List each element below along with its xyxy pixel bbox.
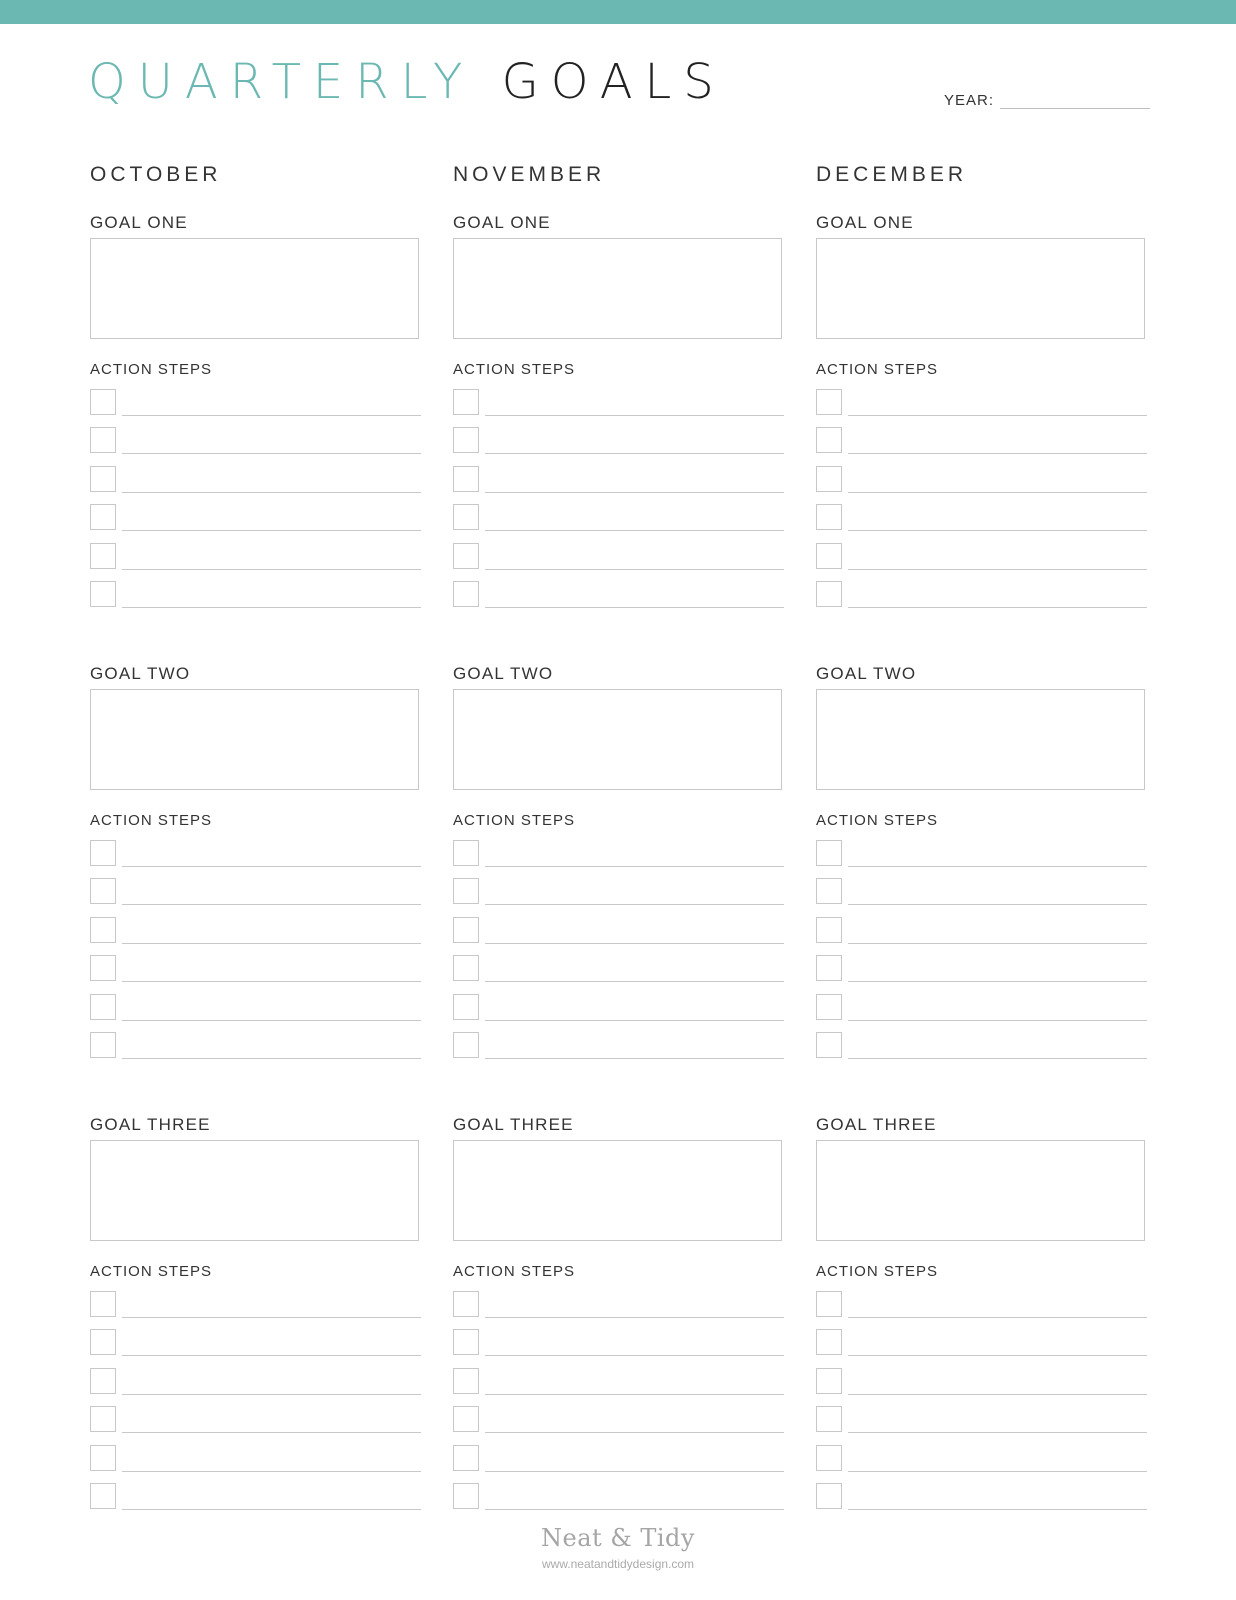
action-step-line[interactable] xyxy=(122,1058,421,1059)
action-steps-list xyxy=(453,838,784,1068)
action-step-row xyxy=(453,1443,784,1481)
action-step-row xyxy=(90,579,421,617)
goal-section xyxy=(816,664,1146,829)
action-step-checkbox[interactable] xyxy=(90,878,116,904)
action-step-row xyxy=(816,1481,1147,1519)
action-step-line[interactable] xyxy=(848,981,1147,982)
action-step-line[interactable] xyxy=(485,866,784,867)
action-step-row xyxy=(453,579,784,617)
goal-label: GOAL THREE xyxy=(453,1115,574,1134)
action-step-line[interactable] xyxy=(122,415,421,416)
action-step-row xyxy=(90,1289,421,1327)
action-step-checkbox[interactable] xyxy=(453,1329,479,1355)
action-step-checkbox[interactable] xyxy=(453,581,479,607)
action-steps-label: ACTION STEPS xyxy=(90,1263,213,1280)
action-step-row xyxy=(90,1443,421,1481)
month-heading: DECEMBER xyxy=(816,163,968,186)
action-step-line[interactable] xyxy=(122,1509,421,1510)
action-step-row xyxy=(90,425,421,463)
brand-logo: Neat & Tidy xyxy=(541,1524,695,1552)
action-step-line[interactable] xyxy=(485,1355,784,1356)
action-steps-label: ACTION STEPS xyxy=(90,361,213,378)
action-step-row xyxy=(90,541,421,579)
action-step-row xyxy=(453,502,784,540)
action-step-line[interactable] xyxy=(122,607,421,608)
action-step-line[interactable] xyxy=(848,1317,1147,1318)
action-step-checkbox[interactable] xyxy=(90,840,116,866)
action-step-line[interactable] xyxy=(485,530,784,531)
title-goals: GOALS xyxy=(501,54,726,110)
action-steps-list xyxy=(453,387,784,617)
goal-label: GOAL TWO xyxy=(90,664,191,683)
action-step-checkbox[interactable] xyxy=(90,1445,116,1471)
action-steps-list xyxy=(453,1289,784,1519)
action-step-line[interactable] xyxy=(485,1509,784,1510)
goal-text-box[interactable] xyxy=(453,1140,782,1241)
action-step-line[interactable] xyxy=(485,1317,784,1318)
action-step-checkbox[interactable] xyxy=(816,504,842,530)
action-step-row xyxy=(453,464,784,502)
action-step-row xyxy=(453,425,784,463)
action-step-line[interactable] xyxy=(485,607,784,608)
goal-section xyxy=(90,213,420,378)
goal-section xyxy=(816,213,1146,378)
month-column xyxy=(453,163,783,1280)
action-steps-list xyxy=(90,838,421,1068)
action-step-line[interactable] xyxy=(848,866,1147,867)
action-step-row xyxy=(816,953,1147,991)
action-step-checkbox[interactable] xyxy=(453,427,479,453)
month-column xyxy=(90,163,420,1280)
action-step-checkbox[interactable] xyxy=(90,1329,116,1355)
action-step-row xyxy=(453,541,784,579)
action-step-row xyxy=(816,464,1147,502)
action-step-row xyxy=(453,1327,784,1365)
action-step-row xyxy=(90,915,421,953)
action-step-row xyxy=(816,876,1147,914)
action-step-checkbox[interactable] xyxy=(453,1483,479,1509)
action-steps-label: ACTION STEPS xyxy=(90,812,213,829)
action-step-checkbox[interactable] xyxy=(453,1032,479,1058)
action-step-line[interactable] xyxy=(848,1058,1147,1059)
action-step-checkbox[interactable] xyxy=(816,840,842,866)
action-step-line[interactable] xyxy=(848,1355,1147,1356)
goal-label: GOAL ONE xyxy=(453,213,551,232)
goal-text-box[interactable] xyxy=(816,238,1145,339)
action-step-line[interactable] xyxy=(848,1020,1147,1021)
action-step-line[interactable] xyxy=(122,1020,421,1021)
action-step-checkbox[interactable] xyxy=(90,543,116,569)
action-step-row xyxy=(453,1366,784,1404)
action-step-row xyxy=(816,1366,1147,1404)
goal-label: GOAL TWO xyxy=(453,664,554,683)
action-step-line[interactable] xyxy=(485,1432,784,1433)
action-step-row xyxy=(816,1289,1147,1327)
action-step-line[interactable] xyxy=(485,1020,784,1021)
action-step-line[interactable] xyxy=(122,530,421,531)
action-step-line[interactable] xyxy=(122,569,421,570)
action-step-checkbox[interactable] xyxy=(453,543,479,569)
year-label: YEAR: xyxy=(944,92,995,109)
action-step-checkbox[interactable] xyxy=(453,1368,479,1394)
goal-text-box[interactable] xyxy=(90,1140,419,1241)
action-step-row xyxy=(816,838,1147,876)
action-step-line[interactable] xyxy=(848,415,1147,416)
action-step-line[interactable] xyxy=(122,1394,421,1395)
action-step-row xyxy=(816,425,1147,463)
year-field xyxy=(944,92,1150,109)
action-step-checkbox[interactable] xyxy=(453,389,479,415)
goal-text-box[interactable] xyxy=(453,689,782,790)
action-step-checkbox[interactable] xyxy=(816,1483,842,1509)
action-step-checkbox[interactable] xyxy=(90,427,116,453)
action-step-row xyxy=(90,387,421,425)
action-step-row xyxy=(816,541,1147,579)
action-step-line[interactable] xyxy=(122,1355,421,1356)
action-step-checkbox[interactable] xyxy=(453,504,479,530)
action-step-row xyxy=(90,876,421,914)
title-quarterly: QUARTERLY xyxy=(88,54,475,110)
action-step-line[interactable] xyxy=(848,904,1147,905)
action-step-line[interactable] xyxy=(122,453,421,454)
action-steps-label: ACTION STEPS xyxy=(816,361,939,378)
action-steps-list xyxy=(816,1289,1147,1519)
action-step-checkbox[interactable] xyxy=(90,1368,116,1394)
action-step-line[interactable] xyxy=(848,607,1147,608)
action-step-line[interactable] xyxy=(485,943,784,944)
action-step-row xyxy=(816,1443,1147,1481)
goal-text-box[interactable] xyxy=(816,689,1145,790)
goal-section xyxy=(816,1115,1146,1280)
action-step-checkbox[interactable] xyxy=(90,1483,116,1509)
action-step-row xyxy=(816,1404,1147,1442)
month-heading: NOVEMBER xyxy=(453,163,606,186)
action-step-line[interactable] xyxy=(485,981,784,982)
action-step-row xyxy=(816,502,1147,540)
goal-label: GOAL THREE xyxy=(90,1115,211,1134)
action-step-line[interactable] xyxy=(848,1471,1147,1472)
action-step-checkbox[interactable] xyxy=(90,466,116,492)
action-step-row xyxy=(453,1481,784,1519)
action-step-line[interactable] xyxy=(848,1394,1147,1395)
goal-label: GOAL THREE xyxy=(816,1115,937,1134)
action-step-row xyxy=(90,1404,421,1442)
action-step-checkbox[interactable] xyxy=(816,955,842,981)
action-step-row xyxy=(816,387,1147,425)
action-steps-label: ACTION STEPS xyxy=(453,361,576,378)
action-step-row xyxy=(816,915,1147,953)
action-step-checkbox[interactable] xyxy=(90,994,116,1020)
action-step-line[interactable] xyxy=(485,904,784,905)
action-step-line[interactable] xyxy=(848,1509,1147,1510)
action-step-checkbox[interactable] xyxy=(816,917,842,943)
action-step-row xyxy=(453,838,784,876)
action-step-row xyxy=(90,953,421,991)
action-step-checkbox[interactable] xyxy=(816,1329,842,1355)
action-step-checkbox[interactable] xyxy=(453,1291,479,1317)
action-step-checkbox[interactable] xyxy=(90,955,116,981)
action-step-line[interactable] xyxy=(122,1471,421,1472)
goal-text-box[interactable] xyxy=(816,1140,1145,1241)
action-step-checkbox[interactable] xyxy=(816,878,842,904)
action-step-row xyxy=(816,992,1147,1030)
action-step-row xyxy=(453,387,784,425)
action-step-row xyxy=(453,1289,784,1327)
action-step-checkbox[interactable] xyxy=(816,1445,842,1471)
action-step-row xyxy=(90,1327,421,1365)
month-heading: OCTOBER xyxy=(90,163,222,186)
action-step-row xyxy=(453,953,784,991)
goal-text-box[interactable] xyxy=(90,238,419,339)
action-step-row xyxy=(453,1404,784,1442)
action-step-checkbox[interactable] xyxy=(90,1406,116,1432)
action-step-checkbox[interactable] xyxy=(453,840,479,866)
goal-text-box[interactable] xyxy=(453,238,782,339)
goal-section xyxy=(453,213,783,378)
action-step-row xyxy=(90,1481,421,1519)
goal-label: GOAL ONE xyxy=(816,213,914,232)
action-step-line[interactable] xyxy=(485,1058,784,1059)
action-step-checkbox[interactable] xyxy=(816,466,842,492)
action-step-checkbox[interactable] xyxy=(816,1291,842,1317)
action-step-line[interactable] xyxy=(122,943,421,944)
action-step-checkbox[interactable] xyxy=(453,955,479,981)
action-step-line[interactable] xyxy=(485,1471,784,1472)
action-steps-list xyxy=(90,1289,421,1519)
action-step-line[interactable] xyxy=(848,569,1147,570)
action-step-line[interactable] xyxy=(848,453,1147,454)
page-title xyxy=(88,54,726,110)
top-accent-bar xyxy=(0,0,1236,24)
action-step-row xyxy=(90,992,421,1030)
action-step-row xyxy=(90,464,421,502)
action-steps-label: ACTION STEPS xyxy=(453,1263,576,1280)
action-step-line[interactable] xyxy=(485,492,784,493)
action-step-checkbox[interactable] xyxy=(816,543,842,569)
action-step-checkbox[interactable] xyxy=(816,1368,842,1394)
action-step-checkbox[interactable] xyxy=(816,1032,842,1058)
action-step-checkbox[interactable] xyxy=(816,427,842,453)
action-step-line[interactable] xyxy=(122,1317,421,1318)
action-steps-list xyxy=(816,838,1147,1068)
action-step-line[interactable] xyxy=(122,904,421,905)
action-step-row xyxy=(816,579,1147,617)
action-step-line[interactable] xyxy=(122,981,421,982)
action-step-row xyxy=(453,876,784,914)
action-step-row xyxy=(90,838,421,876)
action-step-line[interactable] xyxy=(485,569,784,570)
action-step-line[interactable] xyxy=(122,866,421,867)
goal-section xyxy=(90,664,420,829)
action-steps-label: ACTION STEPS xyxy=(816,812,939,829)
goal-label: GOAL ONE xyxy=(90,213,188,232)
action-step-row xyxy=(816,1030,1147,1068)
action-step-checkbox[interactable] xyxy=(90,504,116,530)
action-step-checkbox[interactable] xyxy=(90,1032,116,1058)
action-step-checkbox[interactable] xyxy=(453,994,479,1020)
action-step-line[interactable] xyxy=(848,530,1147,531)
goal-label: GOAL TWO xyxy=(816,664,917,683)
action-steps-label: ACTION STEPS xyxy=(816,1263,939,1280)
action-step-checkbox[interactable] xyxy=(90,389,116,415)
action-step-row xyxy=(453,915,784,953)
action-step-line[interactable] xyxy=(848,492,1147,493)
month-column xyxy=(816,163,1146,1280)
goal-text-box[interactable] xyxy=(90,689,419,790)
action-step-line[interactable] xyxy=(122,1432,421,1433)
year-input-line[interactable] xyxy=(1000,93,1150,109)
goal-section xyxy=(453,664,783,829)
action-steps-list xyxy=(816,387,1147,617)
action-step-checkbox[interactable] xyxy=(90,1291,116,1317)
action-step-checkbox[interactable] xyxy=(453,1406,479,1432)
action-step-row xyxy=(90,502,421,540)
action-step-checkbox[interactable] xyxy=(90,581,116,607)
action-step-checkbox[interactable] xyxy=(816,581,842,607)
action-step-checkbox[interactable] xyxy=(453,1445,479,1471)
action-step-checkbox[interactable] xyxy=(816,389,842,415)
action-step-line[interactable] xyxy=(485,415,784,416)
action-step-line[interactable] xyxy=(848,1432,1147,1433)
action-step-checkbox[interactable] xyxy=(816,994,842,1020)
action-step-checkbox[interactable] xyxy=(90,917,116,943)
goal-section xyxy=(90,1115,420,1280)
action-step-line[interactable] xyxy=(485,453,784,454)
action-step-row xyxy=(453,992,784,1030)
brand-url: www.neatandtidydesign.com xyxy=(541,1557,695,1571)
action-steps-list xyxy=(90,387,421,617)
action-step-row xyxy=(90,1366,421,1404)
action-step-line[interactable] xyxy=(848,943,1147,944)
goal-section xyxy=(453,1115,783,1280)
action-steps-label: ACTION STEPS xyxy=(453,812,576,829)
action-step-checkbox[interactable] xyxy=(816,1406,842,1432)
action-step-line[interactable] xyxy=(485,1394,784,1395)
action-step-line[interactable] xyxy=(122,492,421,493)
action-step-checkbox[interactable] xyxy=(453,917,479,943)
action-step-checkbox[interactable] xyxy=(453,878,479,904)
action-step-row xyxy=(816,1327,1147,1365)
action-step-checkbox[interactable] xyxy=(453,466,479,492)
action-step-row xyxy=(453,1030,784,1068)
action-step-row xyxy=(90,1030,421,1068)
